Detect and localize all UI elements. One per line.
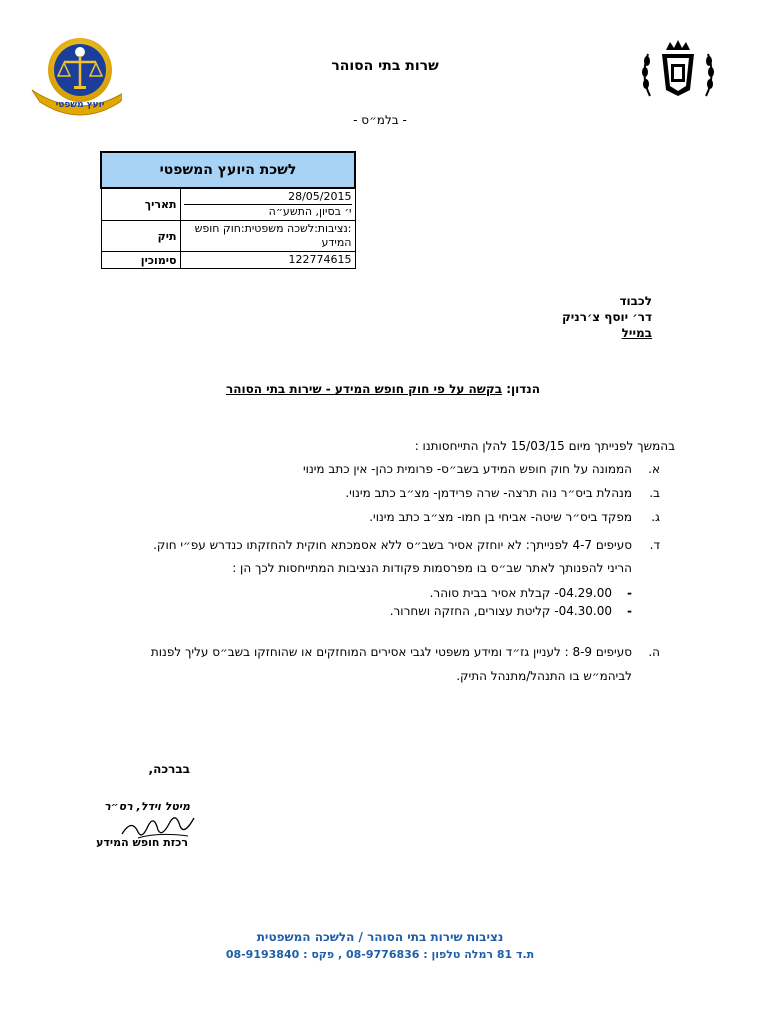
- signer-role: רכזת חופש המידע: [96, 836, 188, 849]
- item-text: מפקד ביס״ר שיטה- אביחי בן חמו- מצ״ב כתב מינוי.: [369, 510, 632, 524]
- item-marker: ג.: [651, 510, 660, 524]
- organization-title: שרות בתי הסוהר: [331, 58, 439, 74]
- list-item: [100, 482, 660, 504]
- subject-line: [100, 382, 540, 396]
- list-item: [100, 458, 660, 480]
- prison-service-emblem-icon: [636, 36, 720, 106]
- item-marker: ב.: [649, 486, 660, 500]
- reference-value: 122774615: [180, 252, 355, 269]
- file-value: :נציבות:לשכה משפטית:חוק חופש המידע: [180, 221, 355, 252]
- classification-label: - בלמ״ס -: [353, 113, 407, 127]
- file-label: תיק: [101, 221, 180, 252]
- item-text: מנהלת ביס״ר נוה תרצה- שרה פרידמן- מצ״ב כתב מינוי.: [345, 486, 632, 500]
- recipient-name: דר׳ יוסף צ׳רניק: [561, 310, 652, 324]
- list-item: [100, 640, 660, 688]
- table-row: [101, 221, 355, 252]
- date-label: תאריך: [101, 188, 180, 221]
- item-text: הממונה על חוק חופש המידע בשב״ס- פרומית כהן- אין כתב מינוי: [302, 462, 632, 476]
- item-marker: ד.: [649, 538, 660, 552]
- item-marker: ה.: [648, 645, 660, 659]
- signer-name: מיטל וידל, רס״ר: [104, 800, 190, 813]
- list-item: [100, 584, 660, 602]
- list-item: [100, 534, 660, 556]
- date-hebrew: י׳ בסיון, התשע״ה: [268, 205, 352, 218]
- table-row: [101, 252, 355, 269]
- list-item: [100, 602, 660, 620]
- list-item: [100, 506, 660, 528]
- bullet-marker: -: [627, 586, 632, 600]
- reference-label: סימוכין: [101, 252, 180, 269]
- item-text: סעיפים 8-9 : לעניין גז״ד ומידע משפטי לגבי אסירים המוחזקים או שהוחזקו בשב״ס עליך לפנות לביהמ״ש בו התנהל/מתנהל התיק.: [150, 645, 632, 683]
- bullet-text: 04.30.00- קליטת עצורים, החזקה ושחרור.: [389, 604, 612, 618]
- bullet-marker: -: [627, 604, 632, 618]
- info-table-heading: לשכת היועץ המשפטי: [101, 152, 355, 188]
- logo-text: יועץ משפטי: [55, 100, 105, 110]
- subject-text: בקשה על פי חוק חופש המידע - שירות בתי הסוהר: [226, 382, 503, 396]
- closing-greeting: בברכה,: [148, 762, 190, 776]
- recipient-delivery: במייל: [621, 326, 652, 340]
- bullet-text: 04.29.00- קבלת אסיר בבית סוהר.: [429, 586, 612, 600]
- body-intro: בהמשך לפנייתך מיום 15/03/15 להלן התייחסותנו :: [414, 439, 675, 453]
- scales-of-justice-emblem-icon: [22, 36, 122, 116]
- footer-contact: ת.ד 81 רמלה טלפון : 08-9776836 , פקס : 08-9193840: [225, 948, 535, 961]
- body-extra-text: הריני להפנותך לאתר שב״ס בו מפרסמות פקודות הנציבות המתייחסות לכך הן :: [232, 561, 632, 575]
- body-items: [100, 458, 660, 690]
- table-row: [101, 188, 355, 221]
- item-text: סעיפים 4-7 לפנייתך: לא יוחזק אסיר בשב״ס ללא אסמכתא חוקית להחזקתו כנדרש עפ״י חוק.: [153, 538, 632, 552]
- footer-organization: נציבות שירות בתי הסוהר / הלשכה המשפטית: [256, 930, 504, 944]
- subject-prefix: הנדון:: [506, 382, 540, 396]
- date-gregorian: 28/05/2015: [184, 190, 352, 205]
- date-values: [180, 188, 355, 221]
- recipient-salutation: לכבוד: [619, 294, 652, 308]
- recipient-block: [480, 293, 652, 341]
- info-table: [100, 151, 356, 269]
- item-marker: א.: [648, 462, 660, 476]
